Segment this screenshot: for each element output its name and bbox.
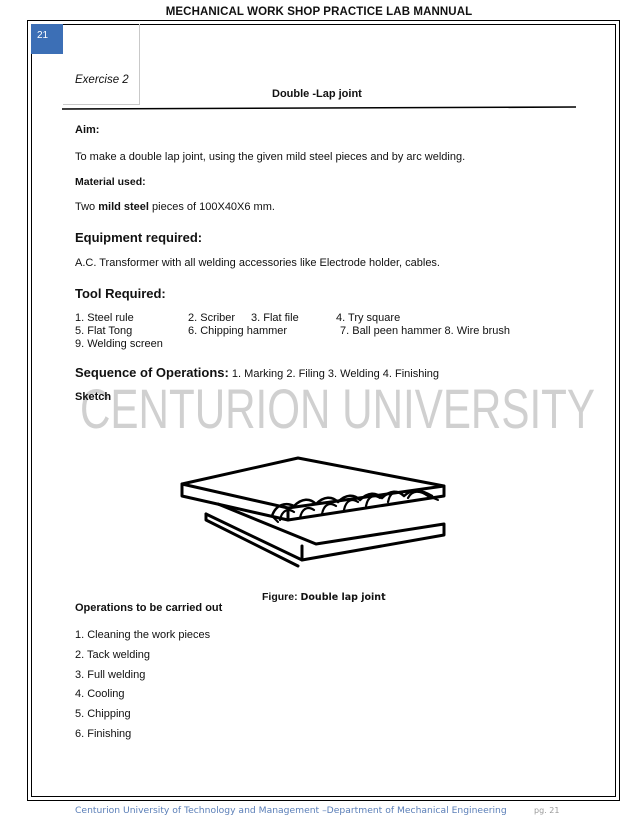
- tools-row: [75, 325, 545, 338]
- page-number-tab: [31, 24, 63, 54]
- double-lap-joint-sketch: [176, 452, 452, 568]
- document-title: Double -Lap joint: [272, 88, 362, 100]
- exercise-label: Exercise 2: [75, 74, 129, 86]
- header-title: MECHANICAL WORK SHOP PRACTICE LAB MANNUAL: [165, 6, 473, 18]
- material-text: [75, 201, 275, 213]
- operation-item: 4. Cooling: [75, 688, 125, 700]
- tool-item: 1. Steel rule: [75, 312, 134, 324]
- footer-page-number: pg. 21: [534, 806, 560, 815]
- operations-heading: Operations to be carried out: [75, 602, 223, 614]
- title-rule: [62, 106, 576, 110]
- tool-item: 5. Flat Tong: [75, 325, 133, 337]
- operation-item: 6. Finishing: [75, 728, 132, 740]
- equipment-text: A.C. Transformer with all welding accessories like Electrode holder, cables.: [75, 257, 440, 269]
- material-text-after: pieces of 100X40X6 mm.: [148, 201, 275, 213]
- figure-prefix: Figure:: [262, 591, 298, 603]
- aim-text: To make a double lap joint, using the given mild steel pieces and by arc welding.: [75, 151, 466, 163]
- tools-list: [75, 312, 545, 351]
- tools-row: [75, 312, 545, 325]
- aim-heading: Aim:: [75, 124, 100, 136]
- tool-item: 6. Chipping hammer: [188, 325, 288, 337]
- material-heading: Material used:: [75, 176, 146, 188]
- watermark: [78, 372, 598, 442]
- tool-item: 2. Scriber: [188, 312, 236, 324]
- watermark-text: CENTURION UNIVERSITY: [80, 377, 595, 440]
- operation-item: 1. Cleaning the work pieces: [75, 629, 211, 641]
- material-text-bold: mild steel: [98, 201, 149, 213]
- tool-item: 7. Ball peen hammer 8. Wire brush: [340, 325, 510, 337]
- tab-divider-vertical: [139, 24, 140, 104]
- tab-divider-horizontal: [63, 104, 140, 105]
- equipment-heading: Equipment required:: [75, 230, 203, 245]
- figure-caption: [262, 591, 386, 603]
- figure-name: Double lap joint: [300, 592, 386, 603]
- operation-item: 5. Chipping: [75, 708, 131, 720]
- tool-item: 9. Welding screen: [75, 338, 163, 350]
- page-number: 21: [37, 30, 49, 41]
- operation-item: 2. Tack welding: [75, 649, 151, 661]
- tools-heading: Tool Required:: [75, 286, 166, 301]
- material-text-before: Two: [75, 201, 99, 213]
- sequence-text: 1. Marking 2. Filing 3. Welding 4. Finishing: [228, 368, 439, 380]
- tool-item: 3. Flat file: [251, 312, 299, 324]
- footer-text: Centurion University of Technology and Management –Department of Mechanical Engineering: [75, 805, 507, 816]
- sequence-heading: Sequence of Operations:: [75, 365, 229, 380]
- tools-row: [75, 338, 545, 351]
- tool-item: 4. Try square: [336, 312, 401, 324]
- sketch-heading: Sketch: [75, 391, 112, 403]
- operation-item: 3. Full welding: [75, 669, 146, 681]
